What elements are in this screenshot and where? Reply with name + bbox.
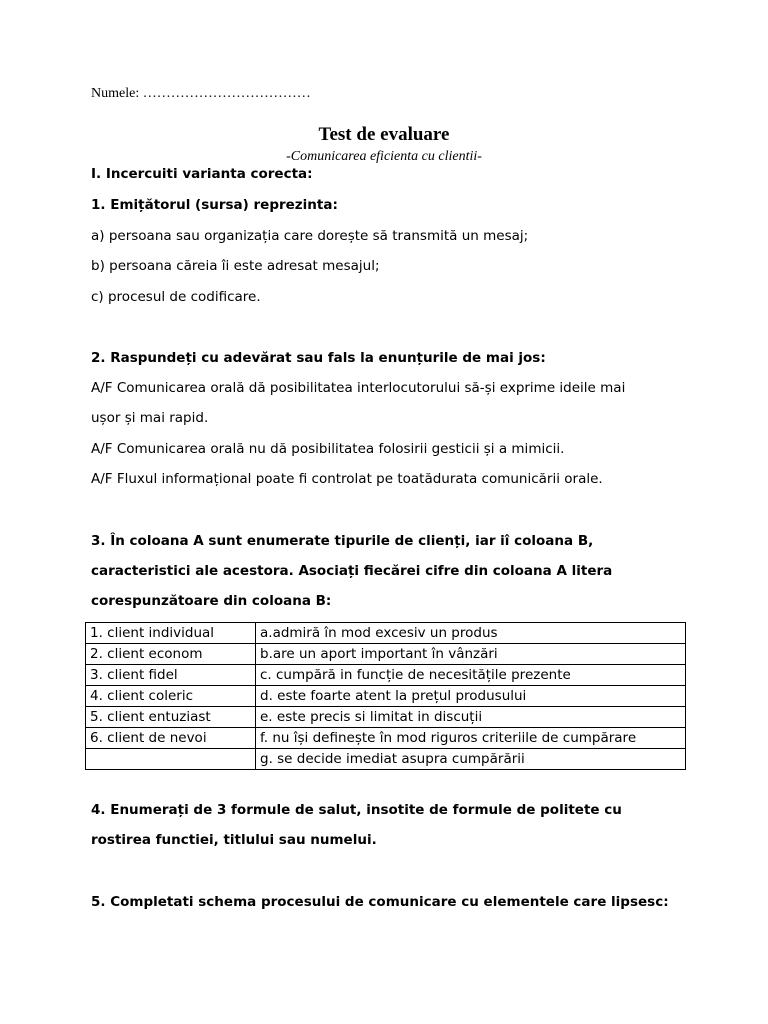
page-title: Test de evaluare xyxy=(318,124,450,145)
column-a-cell xyxy=(86,749,256,770)
column-b-cell: f. nu își definește în mod riguros criteriile de cumpărare xyxy=(256,728,686,749)
column-b-cell: g. se decide imediat asupra cumpărării xyxy=(256,749,686,770)
column-a-cell: 6. client de nevoi xyxy=(86,728,256,749)
column-a-cell: 3. client fidel xyxy=(86,665,256,686)
column-a-cell: 4. client coleric xyxy=(86,686,256,707)
column-a-cell: 1. client individual xyxy=(86,623,256,644)
q2-statement-3: A/F Fluxul informațional poate fi controlat pe toatădurata comunicării orale. xyxy=(91,471,603,487)
table-row xyxy=(86,665,686,686)
section-1-heading: I. Incercuiti varianta corecta: xyxy=(91,166,313,182)
q1-option-b: b) persoana căreia îi este adresat mesajul; xyxy=(91,258,380,274)
page-subtitle: -Comunicarea eficienta cu clientii- xyxy=(286,149,482,164)
column-b-cell: e. este precis si limitat in discuții xyxy=(256,707,686,728)
name-field-line: Numele: ……………………………… xyxy=(91,86,311,101)
table-row xyxy=(86,749,686,770)
table-row xyxy=(86,623,686,644)
q2-statement-1: A/F Comunicarea orală dă posibilitatea interlocutorului să-și exprime ideile mai xyxy=(91,380,626,396)
column-a-cell: 2. client econom xyxy=(86,644,256,665)
column-a-cell: 5. client entuziast xyxy=(86,707,256,728)
table-row xyxy=(86,644,686,665)
table-row xyxy=(86,728,686,749)
question-1: 1. Emițătorul (sursa) reprezinta: xyxy=(91,197,338,213)
column-b-cell: a.admiră în mod excesiv un produs xyxy=(256,623,686,644)
column-b-cell: c. cumpără in funcție de necesitățile prezente xyxy=(256,665,686,686)
q2-statement-1-cont: ușor și mai rapid. xyxy=(91,410,209,426)
question-3-line-2: caracteristici ale acestora. Asociați fiecărei cifre din coloana A litera xyxy=(91,563,613,579)
column-b-cell: b.are un aport important în vânzări xyxy=(256,644,686,665)
question-4-line-1: 4. Enumerați de 3 formule de salut, insotite de formule de politete cu xyxy=(91,802,622,818)
table-row xyxy=(86,707,686,728)
question-5: 5. Completati schema procesului de comunicare cu elementele care lipsesc: xyxy=(91,894,669,910)
q1-option-c: c) procesul de codificare. xyxy=(91,289,261,305)
question-2: 2. Raspundeți cu adevărat sau fals la enunțurile de mai jos: xyxy=(91,350,546,366)
q1-option-a: a) persoana sau organizația care dorește să transmită un mesaj; xyxy=(91,228,529,244)
question-4-line-2: rostirea functiei, titlului sau numelui. xyxy=(91,832,377,848)
column-b-cell: d. este foarte atent la prețul produsului xyxy=(256,686,686,707)
question-3-line-3: corespunzătoare din coloana B: xyxy=(91,593,332,609)
matching-table xyxy=(85,622,686,770)
q2-statement-2: A/F Comunicarea orală nu dă posibilitatea folosirii gesticii și a mimicii. xyxy=(91,441,565,457)
question-3-line-1: 3. În coloana A sunt enumerate tipurile de clienți, iar iî coloana B, xyxy=(91,533,594,549)
table-row xyxy=(86,686,686,707)
